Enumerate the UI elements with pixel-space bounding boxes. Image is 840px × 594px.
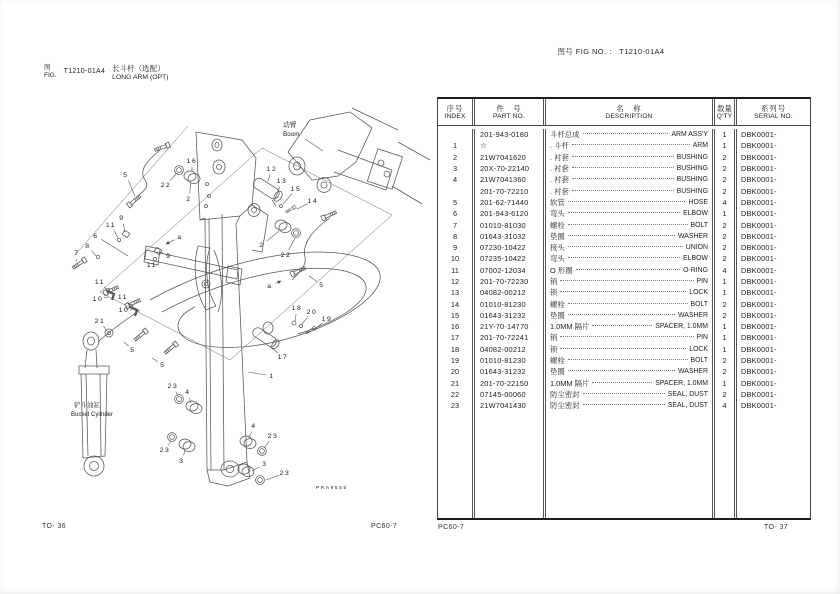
callout-leader <box>170 173 177 181</box>
callout-leader <box>283 194 292 204</box>
table-header <box>438 99 810 126</box>
table-row: 13 04082-00212 锁 LOCK 1 DBK0001- <box>438 287 810 298</box>
callout-leader <box>152 358 158 362</box>
fig-title-cn: 长斗杆（选配） <box>112 64 165 73</box>
callout-label: 4 <box>251 423 257 430</box>
callout-label: 5 <box>130 347 136 354</box>
callout-label: 23 <box>279 470 291 477</box>
callout-label: 8 <box>85 243 91 250</box>
callout-leader <box>314 323 322 330</box>
callout-leader <box>295 314 296 321</box>
callout-label: 11 <box>94 279 106 286</box>
detail-plane <box>100 148 392 360</box>
table-row: 3 20X-70-22140 . 衬套 BUSHING 2 DBK0001- <box>438 163 810 174</box>
table-row: 18 04082-00212 锁 LOCK 1 DBK0001- <box>438 344 810 355</box>
callout-label: 12 <box>266 166 278 173</box>
callout-label: 2 <box>259 242 265 249</box>
col-desc-en: DESCRIPTION <box>605 112 653 120</box>
col-serial-en: SERIAL NO. <box>754 112 793 120</box>
callout-label: 16 <box>186 158 198 165</box>
callout-label: a <box>177 234 183 241</box>
callout-leader <box>101 239 128 256</box>
table-row: 4 21W7041360 . 衬套 BUSHING 2 DBK0001- <box>438 174 810 185</box>
callout-leader <box>264 441 269 448</box>
callout-label: 20 <box>306 309 318 316</box>
table-row: 201-70-72210 . 衬套 BUSHING 2 DBK0001- <box>438 185 810 196</box>
callout-label: 3 <box>262 461 268 468</box>
table-row: 201-943-0180 斗杆总成 ARM ASS'Y 1 DBK0001- <box>438 129 810 140</box>
table-row: 2 21W7041620 . 衬套 BUSHING 2 DBK0001- <box>438 152 810 163</box>
callout-label: a <box>267 283 273 290</box>
table-row: 19 01010-81230 螺栓 BOLT 2 DBK0001- <box>438 355 810 366</box>
col-serial <box>734 99 810 125</box>
table-row: 5 201-62-71440 软管 HOSE 4 DBK0001- <box>438 197 810 208</box>
fig-number-header: 图号 FIG NO. ： T1210-01A4 <box>557 47 665 56</box>
callout-label: 1 <box>269 373 275 380</box>
callout-label: 11 <box>146 262 158 269</box>
table-row: 9 07230-10422 接头 UNION 2 DBK0001- <box>438 242 810 253</box>
bucket-cylinder-label-en: Bucket Cylinder <box>71 412 114 418</box>
callout-label: 7 <box>74 250 80 257</box>
col-part-cn: 件 号 <box>496 103 522 113</box>
bushings-rings <box>168 166 301 485</box>
callout-label: 21 <box>94 318 106 325</box>
col-serial-cn: 系列号 <box>760 103 787 113</box>
callout-label: 17 <box>277 354 289 361</box>
table-row: 7 01010-81030 螺栓 BOLT 2 DBK0001- <box>438 219 810 230</box>
boom-label-cn: 动臂 <box>283 122 297 129</box>
col-part <box>472 99 543 125</box>
callout-label: 22 <box>280 252 292 259</box>
callout-leader <box>104 297 108 298</box>
table-row: 12 201-70-72230 销 PIN 1 DBK0001- <box>438 276 810 287</box>
col-desc-cn: 名 称 <box>616 103 642 113</box>
callout-label: 10 <box>118 307 130 314</box>
callout-label: 4 <box>185 389 191 396</box>
hoses <box>98 150 380 347</box>
fig-en: FIG. <box>44 72 57 79</box>
callout-leader <box>166 240 175 244</box>
callout-leader <box>103 326 107 331</box>
callout-label: 6 <box>93 233 99 240</box>
callout-leader <box>168 441 171 445</box>
drawing-code: PRA9555 <box>316 486 348 491</box>
fig-title-en: LONG ARM (OPT) <box>112 74 169 81</box>
callout-leader <box>248 372 266 375</box>
callout-leader <box>184 450 185 455</box>
footer-book-left: PC60-7 <box>371 523 398 530</box>
col-index <box>438 99 472 125</box>
callout-label: 2 <box>186 196 192 203</box>
col-index-cn: 序号 <box>446 103 464 113</box>
table-row: 22 07145-00060 防尘密封 SEAL, DUST 2 DBK0001- <box>438 389 810 400</box>
footer-page-left: TO- 36 <box>42 523 67 530</box>
callout-leader <box>190 398 191 403</box>
table-filler <box>438 411 810 518</box>
callout-label: 23 <box>267 433 279 440</box>
callout-leader <box>266 475 279 480</box>
boom-label-en: Boom <box>283 131 300 138</box>
table-row: 8 01643-31032 垫圈 WASHER 2 DBK0001- <box>438 231 810 242</box>
callout-leader <box>309 276 317 282</box>
callout-label: 11 <box>105 222 117 229</box>
bucket-cylinder-label-cn: 铲斗油缸 <box>74 402 100 409</box>
pin-17 <box>251 326 281 350</box>
callout-label: 9 <box>119 215 125 222</box>
table-row: 14 01010-81230 螺栓 BOLT 2 DBK0001- <box>438 298 810 309</box>
callout-label: 11 <box>117 294 129 301</box>
table-row: 6 201-943-6120 弯头 ELBOW 1 DBK0001- <box>438 208 810 219</box>
callout-leader <box>267 231 279 241</box>
callout-label: 5 <box>123 172 129 179</box>
col-qty-cn: 数量 <box>717 103 732 113</box>
col-index-en: INDEX <box>444 112 466 120</box>
boom-leader <box>305 139 323 151</box>
boom-clevis <box>288 108 430 204</box>
callout-label: 22 <box>160 182 172 189</box>
fig-cn: 图 <box>44 64 51 71</box>
callout-leader <box>249 432 252 438</box>
callout-label: 13 <box>276 178 288 185</box>
callout-leader <box>268 175 270 181</box>
callout-label: 23 <box>167 383 179 390</box>
callout-label: 19 <box>321 316 333 323</box>
callout-layer <box>74 158 332 480</box>
table-row: 15 01643-31232 垫圈 WASHER 2 DBK0001- <box>438 310 810 321</box>
table-row: 1 ☆ . 斗杆 ARM 1 DBK0001- <box>438 140 810 151</box>
col-part-en: PART NO. <box>492 112 525 120</box>
bolts-fittings <box>72 142 338 355</box>
arm <box>195 132 273 486</box>
callout-label: 10 <box>92 296 104 303</box>
table-row: 10 07235-10422 弯头 ELBOW 2 DBK0001- <box>438 253 810 264</box>
col-qty-en: Q'TY <box>716 112 733 120</box>
callout-leader <box>275 281 281 284</box>
callout-label: 9 <box>166 253 172 260</box>
table-body <box>438 126 810 411</box>
callout-leader <box>190 182 191 193</box>
table-row: 21 201-70-22150 1.0MM 隔片 SPACER, 1.0MM 1 DBK0001- <box>438 378 810 389</box>
callout-label: 14 <box>307 198 319 205</box>
table-row: 11 07002-12034 O 形圈 O-RING 4 DBK0001- <box>438 265 810 276</box>
callout-label: 5 <box>319 282 325 289</box>
fig-number: T1210-01A4 <box>63 68 106 75</box>
callout-label: 18 <box>291 305 303 312</box>
callout-leader <box>92 251 96 256</box>
callout-label: 15 <box>290 186 302 193</box>
table-row: 20 01643-31232 垫圈 WASHER 2 DBK0001- <box>438 366 810 377</box>
col-description <box>543 99 712 125</box>
callout-label: 5 <box>160 362 166 369</box>
callout-leader <box>114 230 118 238</box>
callout-leader <box>302 317 308 324</box>
detail-plane-edge <box>75 126 188 255</box>
parts-table <box>437 97 811 520</box>
callout-label: 3 <box>179 458 185 465</box>
footer-book-right: PC60-7 <box>438 524 465 531</box>
callout-leader <box>128 181 135 196</box>
table-row: 16 21Y-70-14770 1.0MM 隔片 SPACER, 1.0MM 1 DBK0001- <box>438 321 810 332</box>
table-row: 17 201-70-72241 销 PIN 1 DBK0001- <box>438 332 810 343</box>
col-qty <box>712 99 734 125</box>
footer-page-right: TO- 37 <box>764 524 789 531</box>
callout-label: 23 <box>159 447 171 454</box>
callout-leader <box>124 342 129 346</box>
callout-leader <box>289 238 295 250</box>
table-row: 23 21W7041430 防尘密封 SEAL, DUST 4 DBK0001- <box>438 400 810 411</box>
callout-leader <box>297 204 308 209</box>
